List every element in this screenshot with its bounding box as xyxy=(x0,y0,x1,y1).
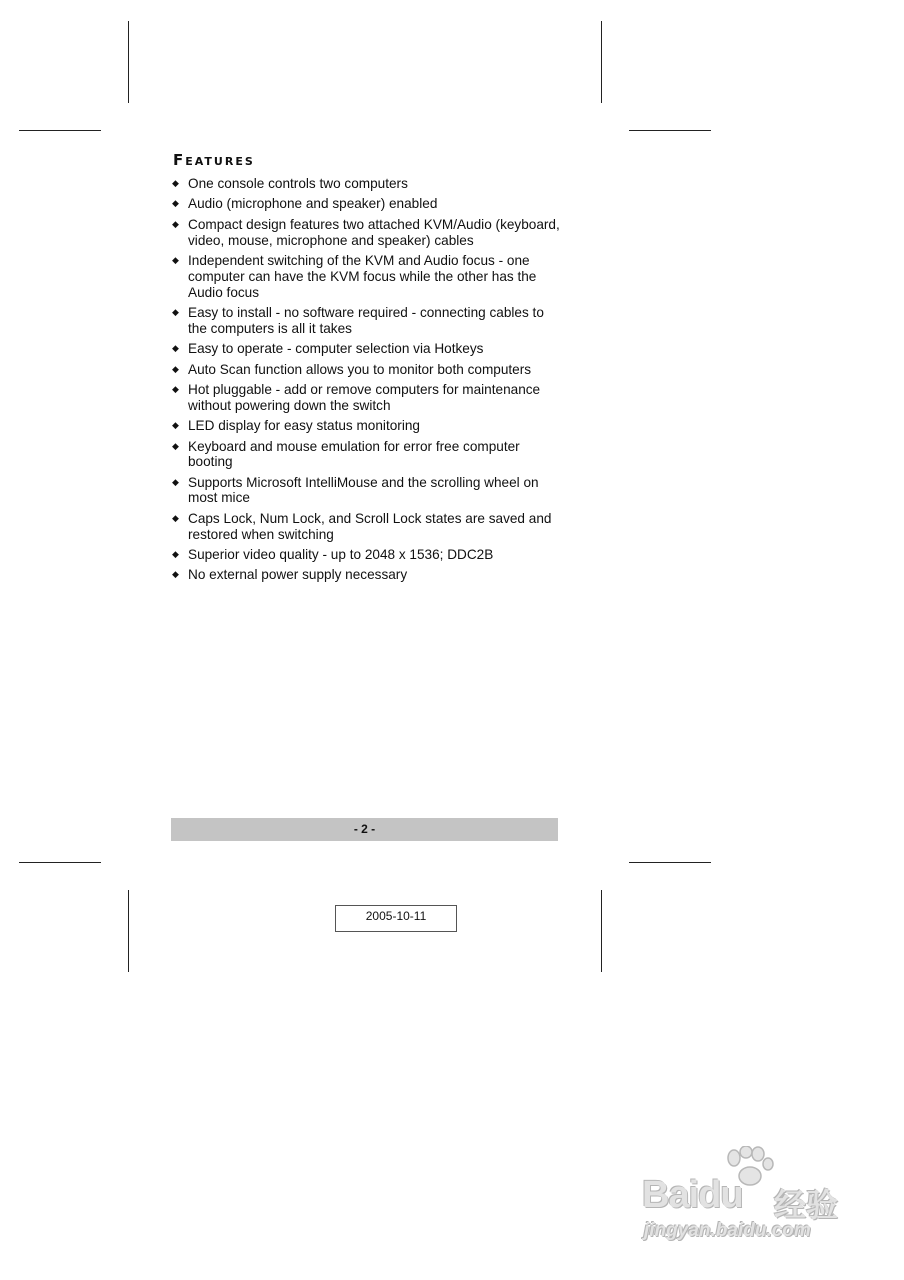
bullet-icon: ◆ xyxy=(172,218,179,229)
feature-text: LED display for easy status monitoring xyxy=(188,418,420,434)
bullet-icon: ◆ xyxy=(172,363,179,374)
feature-text: Keyboard and mouse emulation for error free computer booting xyxy=(188,438,520,470)
list-item xyxy=(172,196,564,212)
feature-text: Independent switching of the KVM and Audio focus - one computer can have the KVM focus while the other has the Audio focus xyxy=(188,252,537,300)
watermark-url: jingyan.baidu.com xyxy=(644,1220,811,1241)
crop-mark-top-left-horizontal xyxy=(19,130,101,131)
feature-text: Hot pluggable - add or remove computers for maintenance without powering down the switch xyxy=(188,381,541,413)
date-text: 2005-10-11 xyxy=(365,909,427,923)
feature-text: Compact design features two attached KVM/Audio (keyboard, video, mouse, microphone and speaker) cables xyxy=(188,216,560,248)
feature-text: Caps Lock, Num Lock, and Scroll Lock states are saved and restored when switching xyxy=(188,510,552,542)
list-item xyxy=(172,362,564,378)
bullet-icon: ◆ xyxy=(172,178,179,188)
bullet-icon: ◆ xyxy=(172,254,179,265)
list-item xyxy=(172,341,564,357)
feature-text: Easy to operate - computer selection via Hotkeys xyxy=(188,341,484,357)
bullet-icon: ◆ xyxy=(172,198,179,209)
list-item xyxy=(172,567,564,583)
feature-text: Audio (microphone and speaker) enabled xyxy=(188,196,438,212)
bullet-icon: ◆ xyxy=(172,512,179,523)
list-item xyxy=(172,176,564,192)
bullet-icon: ◆ xyxy=(172,420,179,431)
bullet-icon: ◆ xyxy=(172,549,179,560)
bullet-icon: ◆ xyxy=(172,569,179,580)
bullet-icon: ◆ xyxy=(172,343,179,354)
list-item xyxy=(172,217,564,249)
crop-mark-bottom-right-vertical xyxy=(601,890,602,972)
bullet-icon: ◆ xyxy=(172,440,179,451)
list-item xyxy=(172,382,564,414)
feature-text: One console controls two computers xyxy=(188,176,408,191)
feature-text: Supports Microsoft IntelliMouse and the scrolling wheel on most mice xyxy=(188,474,539,506)
feature-text: No external power supply necessary xyxy=(188,567,408,583)
feature-text: Auto Scan function allows you to monitor both computers xyxy=(188,361,532,377)
date-box xyxy=(335,905,457,932)
bullet-icon: ◆ xyxy=(172,383,179,394)
list-item xyxy=(172,418,564,434)
crop-mark-top-right-horizontal xyxy=(629,130,711,131)
list-item xyxy=(172,475,564,507)
page-number-bar xyxy=(171,818,558,841)
page-number: - 2 - xyxy=(353,822,376,836)
section-title: Features xyxy=(173,151,255,169)
list-item xyxy=(172,439,564,471)
bullet-icon: ◆ xyxy=(172,476,179,487)
feature-text: Easy to install - no software required - connecting cables to the computers is all it takes xyxy=(188,304,544,336)
watermark-brand: Baidu xyxy=(642,1174,743,1216)
crop-mark-top-right-vertical xyxy=(601,21,602,103)
list-item xyxy=(172,511,564,543)
crop-mark-bottom-left-horizontal xyxy=(19,862,101,863)
watermark xyxy=(642,1146,852,1246)
bullet-icon: ◆ xyxy=(172,306,179,317)
feature-text: Superior video quality - up to 2048 x 1536; DDC2B xyxy=(188,547,494,563)
crop-mark-bottom-right-horizontal xyxy=(629,862,711,863)
crop-mark-bottom-left-vertical xyxy=(128,890,129,972)
list-item xyxy=(172,305,564,337)
crop-mark-top-left-vertical xyxy=(128,21,129,103)
feature-list xyxy=(172,176,564,588)
watermark-chinese: 经验 xyxy=(774,1187,839,1223)
list-item xyxy=(172,547,564,563)
list-item xyxy=(172,253,564,300)
